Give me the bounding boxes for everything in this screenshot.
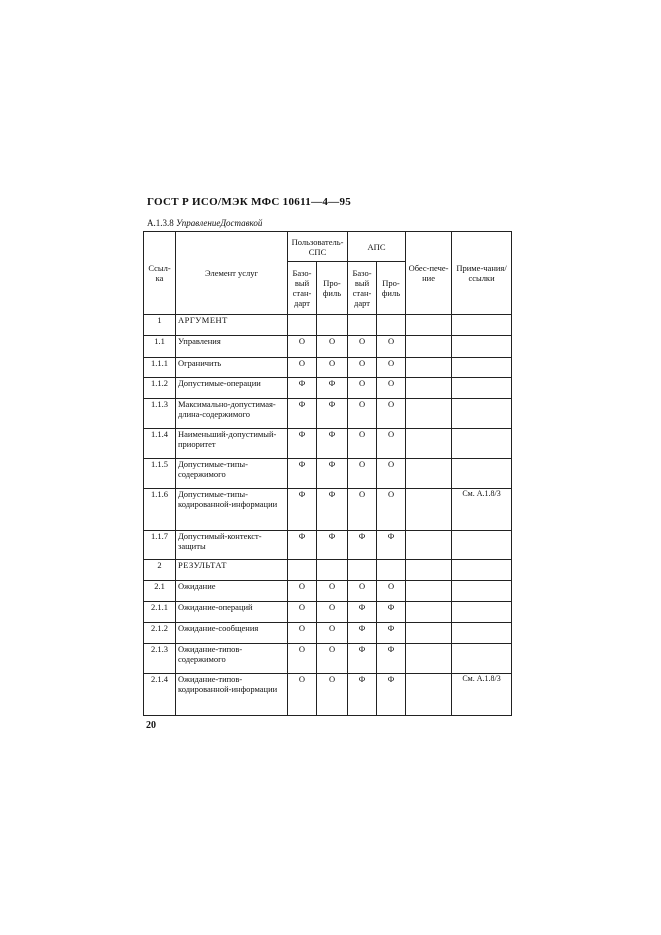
cell-note: См. А.1.8/3 [452, 489, 512, 531]
service-elements-table [143, 231, 512, 716]
cell-aps-base: О [348, 399, 377, 429]
table-row [144, 674, 512, 716]
header-user-sps: Пользователь-СПС [288, 232, 348, 262]
cell-support [406, 399, 452, 429]
cell-support [406, 378, 452, 399]
cell-support [406, 429, 452, 459]
table-row [144, 623, 512, 644]
cell-user-profile: Ф [317, 459, 348, 489]
cell-support [406, 623, 452, 644]
cell-aps-base: О [348, 378, 377, 399]
cell-note [452, 602, 512, 623]
cell-user-profile: Ф [317, 399, 348, 429]
cell-aps-profile: О [377, 581, 406, 602]
cell-user-profile: Ф [317, 531, 348, 560]
header-support: Обес-пече-ние [406, 232, 452, 315]
cell-user-profile: О [317, 358, 348, 378]
row-ref: 1.1.7 [144, 531, 176, 560]
section-number: A.1.3.8 [147, 218, 174, 228]
header-ref: Ссыл-ка [144, 232, 176, 315]
row-name: Ожидание [176, 581, 288, 602]
cell-aps-profile [377, 560, 406, 581]
row-ref: 1.1.1 [144, 358, 176, 378]
cell-aps-base [348, 560, 377, 581]
cell-support [406, 459, 452, 489]
cell-note [452, 644, 512, 674]
cell-note [452, 399, 512, 429]
cell-user-base: О [288, 581, 317, 602]
row-name: РЕЗУЛЬТАТ [176, 560, 288, 581]
cell-note: См. А.1.8/3 [452, 674, 512, 716]
cell-note [452, 623, 512, 644]
table-row [144, 602, 512, 623]
cell-aps-profile: О [377, 378, 406, 399]
cell-note [452, 429, 512, 459]
cell-aps-base: Ф [348, 674, 377, 716]
cell-aps-profile: О [377, 336, 406, 358]
cell-support [406, 581, 452, 602]
cell-user-base: О [288, 674, 317, 716]
row-ref: 1.1.4 [144, 429, 176, 459]
row-ref: 2 [144, 560, 176, 581]
cell-aps-profile: Ф [377, 602, 406, 623]
row-ref: 1 [144, 315, 176, 336]
table-row [144, 378, 512, 399]
cell-aps-base: О [348, 581, 377, 602]
cell-aps-profile: Ф [377, 531, 406, 560]
cell-aps-profile: Ф [377, 623, 406, 644]
cell-aps-base: О [348, 429, 377, 459]
cell-user-profile [317, 315, 348, 336]
cell-note [452, 531, 512, 560]
cell-note [452, 581, 512, 602]
row-name: АРГУМЕНТ [176, 315, 288, 336]
cell-user-base: Ф [288, 429, 317, 459]
cell-note [452, 459, 512, 489]
table-row [144, 336, 512, 358]
cell-user-profile: Ф [317, 429, 348, 459]
cell-note [452, 560, 512, 581]
cell-user-profile: О [317, 336, 348, 358]
row-name: Допустимый-контекст-защиты [176, 531, 288, 560]
cell-aps-base: Ф [348, 644, 377, 674]
cell-support [406, 336, 452, 358]
row-ref: 1.1.3 [144, 399, 176, 429]
row-ref: 2.1.1 [144, 602, 176, 623]
table-row [144, 644, 512, 674]
header-aps: АПС [348, 232, 406, 262]
table-row [144, 358, 512, 378]
cell-aps-profile [377, 315, 406, 336]
row-ref: 2.1.2 [144, 623, 176, 644]
cell-aps-base: О [348, 489, 377, 531]
row-name: Наименьший-допустимый-приоритет [176, 429, 288, 459]
cell-user-base: О [288, 358, 317, 378]
header-user-base: Базо-вый стан-дарт [288, 262, 317, 315]
row-ref: 2.1 [144, 581, 176, 602]
row-ref: 1.1.5 [144, 459, 176, 489]
header-aps-profile: Про-филь [377, 262, 406, 315]
cell-note [452, 336, 512, 358]
cell-support [406, 531, 452, 560]
table-row [144, 315, 512, 336]
row-ref: 1.1 [144, 336, 176, 358]
cell-aps-profile: О [377, 489, 406, 531]
cell-user-base: О [288, 602, 317, 623]
page-number: 20 [146, 720, 156, 731]
cell-user-profile: О [317, 623, 348, 644]
cell-user-profile: О [317, 602, 348, 623]
header-aps-base: Базо-вый стан-дарт [348, 262, 377, 315]
cell-aps-profile: Ф [377, 674, 406, 716]
row-name: Допустимые-типы-кодированной-информации [176, 489, 288, 531]
cell-user-base: О [288, 336, 317, 358]
cell-support [406, 644, 452, 674]
header-user-profile: Про-филь [317, 262, 348, 315]
cell-aps-base: Ф [348, 531, 377, 560]
table-row [144, 429, 512, 459]
row-ref: 2.1.3 [144, 644, 176, 674]
cell-aps-profile: О [377, 399, 406, 429]
cell-user-base: Ф [288, 489, 317, 531]
cell-user-profile: О [317, 581, 348, 602]
cell-support [406, 602, 452, 623]
document-header: ГОСТ Р ИСО/МЭК МФС 10611—4—95 [147, 196, 352, 208]
row-ref: 1.1.2 [144, 378, 176, 399]
cell-aps-base: Ф [348, 602, 377, 623]
cell-support [406, 358, 452, 378]
cell-user-base: Ф [288, 459, 317, 489]
cell-user-base: О [288, 623, 317, 644]
table-row [144, 399, 512, 429]
row-name: Допустимые-операции [176, 378, 288, 399]
cell-aps-base: Ф [348, 623, 377, 644]
cell-support [406, 489, 452, 531]
row-name: Ожидание-типов-кодированной-информации [176, 674, 288, 716]
row-ref: 1.1.6 [144, 489, 176, 531]
table-row [144, 531, 512, 560]
cell-user-base: Ф [288, 378, 317, 399]
cell-note [452, 315, 512, 336]
cell-user-base [288, 315, 317, 336]
cell-aps-base: О [348, 336, 377, 358]
header-element: Элемент услуг [176, 232, 288, 315]
cell-support [406, 315, 452, 336]
cell-support [406, 674, 452, 716]
row-name: Ожидание-типов-содержимого [176, 644, 288, 674]
table-row [144, 581, 512, 602]
table-row [144, 489, 512, 531]
cell-user-profile [317, 560, 348, 581]
cell-user-profile: Ф [317, 378, 348, 399]
cell-aps-profile: О [377, 429, 406, 459]
header-notes: Приме-чания/ссылки [452, 232, 512, 315]
cell-aps-profile: О [377, 459, 406, 489]
cell-note [452, 378, 512, 399]
cell-aps-profile: О [377, 358, 406, 378]
row-name: Допустимые-типы-содержимого [176, 459, 288, 489]
row-name: Ожидание-операций [176, 602, 288, 623]
row-name: Управления [176, 336, 288, 358]
cell-aps-base: О [348, 459, 377, 489]
row-ref: 2.1.4 [144, 674, 176, 716]
cell-support [406, 560, 452, 581]
table-row [144, 459, 512, 489]
cell-aps-profile: Ф [377, 644, 406, 674]
row-name: Ожидание-сообщения [176, 623, 288, 644]
cell-aps-base: О [348, 358, 377, 378]
cell-user-profile: Ф [317, 489, 348, 531]
row-name: Максимально-допустимая-длина-содержимого [176, 399, 288, 429]
cell-user-base: О [288, 644, 317, 674]
cell-user-profile: О [317, 644, 348, 674]
row-name: Ограничить [176, 358, 288, 378]
section-title: УправлениеДоставкой [176, 218, 263, 228]
cell-aps-base [348, 315, 377, 336]
cell-user-base: Ф [288, 531, 317, 560]
cell-user-base [288, 560, 317, 581]
cell-user-profile: О [317, 674, 348, 716]
cell-user-base: Ф [288, 399, 317, 429]
table-row [144, 560, 512, 581]
cell-note [452, 358, 512, 378]
section-subtitle [147, 218, 262, 228]
